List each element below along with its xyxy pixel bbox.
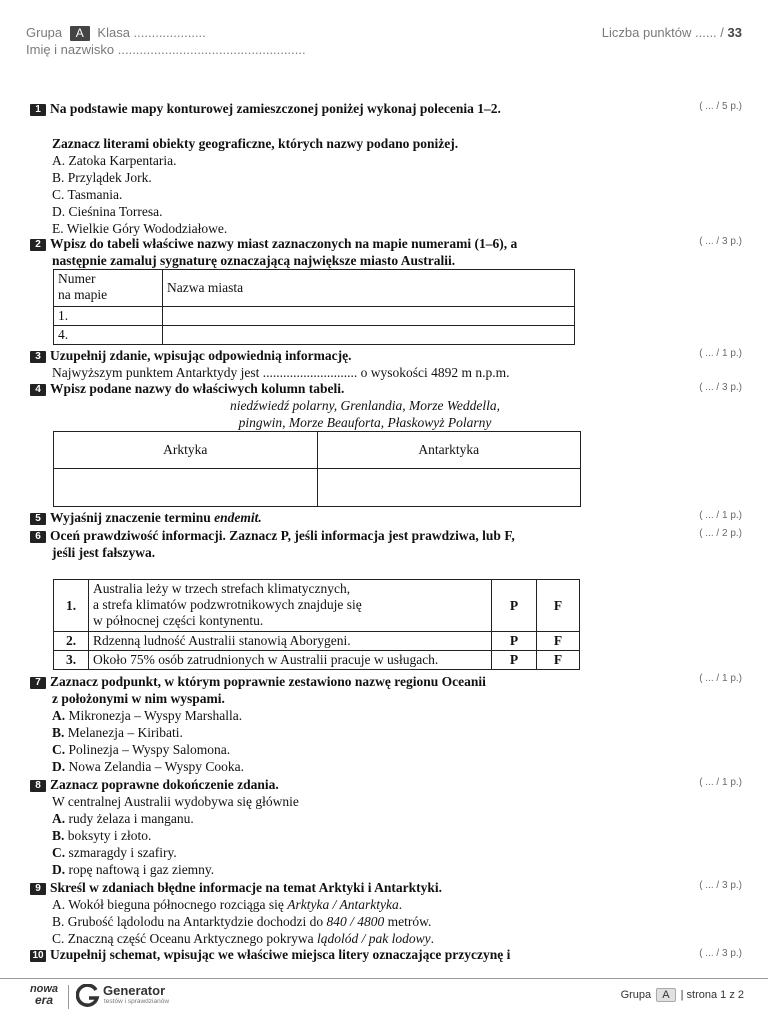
q9-sentence-b xyxy=(52,913,690,930)
name-field: Imię i nazwisko .................................................... xyxy=(26,42,306,57)
question-number: 9 xyxy=(30,883,46,895)
cities-table xyxy=(53,269,575,345)
generator-title: Generator xyxy=(103,983,166,998)
q6-points: ( ... / 2 p.) xyxy=(699,528,742,539)
footer xyxy=(0,978,768,1007)
q4-terms xyxy=(53,397,677,431)
header-text: Numer xyxy=(58,271,96,286)
table-cell: 4. xyxy=(54,326,163,345)
q9-points: ( ... / 3 p.) xyxy=(699,880,742,891)
q4-points: ( ... / 3 p.) xyxy=(699,382,742,393)
terms-line: niedźwiedź polarny, Grenlandia, Morze Weddella, xyxy=(229,398,501,413)
q3-points: ( ... / 1 p.) xyxy=(699,348,742,359)
q8-points: ( ... / 1 p.) xyxy=(699,777,742,788)
false-option[interactable]: F xyxy=(537,632,580,651)
option-letter: D. xyxy=(52,862,66,877)
group-label: Grupa xyxy=(620,989,652,1001)
sentence-text: A. Wokół bieguna północnego rozciąga się xyxy=(52,897,284,912)
question-9 xyxy=(30,879,690,947)
option-text: Nowa Zelandia – Wyspy Cooka. xyxy=(68,759,245,774)
q5-points: ( ... / 1 p.) xyxy=(699,510,742,521)
q1-points: ( ... / 5 p.) xyxy=(699,101,742,112)
option-text: rudy żelaza i manganu. xyxy=(68,811,194,826)
question-title-cont: z położonymi w nim wyspami. xyxy=(52,691,225,706)
answer-option[interactable] xyxy=(52,707,690,724)
question-title: Oceń prawdziwość informacji. Zaznacz P, jeśli informacja jest prawdziwa, lub F, xyxy=(50,528,515,543)
sentence-text: B. Grubość lądolodu na Antarktydzie dochodzi do xyxy=(52,914,324,929)
q1-subtitle: Zaznacz literami obiekty geograficzne, których nazwy podano poniżej. xyxy=(52,136,459,151)
question-number: 8 xyxy=(30,780,46,792)
q2-points: ( ... / 3 p.) xyxy=(699,236,742,247)
question-title-cont: jeśli jest fałszywa. xyxy=(52,545,156,560)
page-info xyxy=(621,988,744,1002)
false-option[interactable]: F xyxy=(537,580,580,632)
group-label: Grupa xyxy=(26,25,63,40)
q9-sentence-a xyxy=(52,896,690,913)
answer-option[interactable] xyxy=(52,724,690,741)
group-badge: A xyxy=(70,26,90,41)
statement-line: a strefa klimatów podzwrotnikowych znajduje się xyxy=(93,597,362,612)
false-option[interactable]: F xyxy=(537,651,580,670)
question-number: 3 xyxy=(30,351,46,363)
logo-text: nowa xyxy=(29,983,59,995)
divider xyxy=(68,985,69,1009)
question-title-cont: następnie zamaluj sygnaturę oznaczającą największe miasto Australii. xyxy=(52,253,456,268)
true-false-table xyxy=(53,579,580,670)
q7-points: ( ... / 1 p.) xyxy=(699,673,742,684)
nowa-era-logo xyxy=(24,984,64,1006)
question-8 xyxy=(30,776,690,878)
true-option[interactable]: P xyxy=(492,632,537,651)
option-text: boksyty i złoto. xyxy=(67,828,152,843)
option-text: szmaragdy i szafiry. xyxy=(68,845,177,860)
arctic-answer-cell[interactable] xyxy=(54,469,318,507)
question-number: 4 xyxy=(30,384,46,396)
page-number: | strona 1 z 2 xyxy=(680,989,744,1001)
q8-stem: W centralnej Australii wydobywa się głównie xyxy=(52,794,299,809)
question-10 xyxy=(30,946,690,963)
question-7 xyxy=(30,673,690,775)
group-badge: A xyxy=(656,988,675,1002)
question-2 xyxy=(30,235,690,269)
list-item: B. Przylądek Jork. xyxy=(52,170,152,185)
question-title: Skreśl w zdaniach błędne informacje na temat Arktyki i Antarktyki. xyxy=(50,880,443,895)
answer-option[interactable] xyxy=(52,844,690,861)
statement-line: w północnej części kontynentu. xyxy=(93,613,264,628)
question-1 xyxy=(30,100,690,117)
cross-out-options[interactable]: Arktyka / Antarktyka xyxy=(287,897,399,912)
list-item: E. Wielkie Góry Wododziałowe. xyxy=(52,221,228,236)
option-letter: B. xyxy=(52,828,65,843)
term: endemit. xyxy=(214,510,262,525)
option-letter: B. xyxy=(52,725,65,740)
question-number: 1 xyxy=(30,104,46,116)
antarctic-answer-cell[interactable] xyxy=(317,469,581,507)
generator-logo-icon xyxy=(76,984,100,1008)
table-row xyxy=(54,632,580,651)
option-letter: C. xyxy=(52,845,66,860)
logo-text: era xyxy=(34,993,54,1007)
statement-cell: Rdzenną ludność Australii stanowią Aborygeni. xyxy=(89,632,492,651)
points-max: 33 xyxy=(727,25,742,40)
points-total xyxy=(602,25,742,40)
answer-option[interactable] xyxy=(52,827,690,844)
question-number: 10 xyxy=(30,950,46,962)
column-antarctic: Antarktyka xyxy=(317,432,581,469)
question-number: 6 xyxy=(30,531,46,543)
cross-out-options[interactable]: lądolód / pak lodowy xyxy=(317,931,431,946)
terms-line: pingwin, Morze Beauforta, Płaskowyż Polarny xyxy=(238,415,492,430)
table-header-city: Nazwa miasta xyxy=(163,270,575,307)
generator-subtitle: testów i sprawdzianów xyxy=(104,998,170,1005)
question-title: Wpisz do tabeli właściwe nazwy miast zaznaczonych na mapie numerami (1–6), a xyxy=(50,236,518,251)
q9-sentence-c xyxy=(52,930,690,947)
q1-body xyxy=(52,135,712,237)
class-field: Klasa .................... xyxy=(97,25,206,40)
list-item: A. Zatoka Karpentaria. xyxy=(52,153,177,168)
statement-cell: Około 75% osób zatrudnionych w Australii pracuje w usługach. xyxy=(89,651,492,670)
option-text: Melanezja – Kiribati. xyxy=(67,725,183,740)
question-title: Uzupełnij zdanie, wpisując odpowiednią informację. xyxy=(50,348,352,363)
question-3 xyxy=(30,347,690,381)
question-number: 2 xyxy=(30,239,46,251)
list-item: D. Cieśnina Torresa. xyxy=(52,204,163,219)
statement-cell xyxy=(89,580,492,632)
question-number: 7 xyxy=(30,677,46,689)
list-item: C. Tasmania. xyxy=(52,187,123,202)
header-text: na mapie xyxy=(58,287,108,302)
question-title: Wpisz podane nazwy do właściwych kolumn tabeli. xyxy=(50,381,345,396)
answer-option[interactable] xyxy=(52,758,690,775)
q3-sentence: Najwyższym punktem Antarktydy jest ............................ o wysokości 4892 m n.p.m. xyxy=(52,365,510,380)
true-option[interactable]: P xyxy=(492,651,537,670)
option-letter: C. xyxy=(52,742,66,757)
table-row xyxy=(54,651,580,670)
answer-option[interactable] xyxy=(52,741,690,758)
city-answer-cell[interactable] xyxy=(163,326,575,345)
statement-line: Australia leży w trzech strefach klimatycznych, xyxy=(93,581,351,596)
true-option[interactable]: P xyxy=(492,580,537,632)
table-header-number xyxy=(54,270,163,307)
question-title: Zaznacz podpunkt, w którym poprawnie zestawiono nazwę regionu Oceanii xyxy=(50,674,486,689)
option-text: Mikronezja – Wyspy Marshalla. xyxy=(68,708,243,723)
column-arctic: Arktyka xyxy=(54,432,318,469)
answer-option[interactable] xyxy=(52,861,690,878)
sentence-text: . xyxy=(398,897,403,912)
header-group-class xyxy=(26,25,206,41)
question-title: Wyjaśnij znaczenie terminu xyxy=(50,510,211,525)
row-number: 2. xyxy=(54,632,89,651)
table-row xyxy=(54,580,580,632)
question-number: 5 xyxy=(30,513,46,525)
option-letter: A. xyxy=(52,708,66,723)
points-label: Liczba punktów ...... / xyxy=(601,25,724,40)
sentence-text: metrów. xyxy=(387,914,432,929)
answer-option[interactable] xyxy=(52,810,690,827)
question-5 xyxy=(30,509,690,526)
question-title: Zaznacz poprawne dokończenie zdania. xyxy=(50,777,279,792)
sentence-text: C. Znaczną część Oceanu Arktycznego pokrywa xyxy=(52,931,314,946)
option-letter: A. xyxy=(52,811,66,826)
option-text: ropę naftową i gaz ziemny. xyxy=(68,862,215,877)
city-answer-cell[interactable] xyxy=(163,307,575,326)
arctic-antarctic-table xyxy=(53,431,581,507)
row-number: 1. xyxy=(54,580,89,632)
question-6 xyxy=(30,527,690,561)
question-4 xyxy=(30,380,690,397)
option-text: Polinezja – Wyspy Salomona. xyxy=(68,742,231,757)
question-title: Na podstawie mapy konturowej zamieszczonej poniżej wykonaj polecenia 1–2. xyxy=(50,101,501,116)
table-cell: 1. xyxy=(54,307,163,326)
sentence-text: . xyxy=(430,931,435,946)
row-number: 3. xyxy=(54,651,89,670)
question-title: Uzupełnij schemat, wpisując we właściwe miejsca litery oznaczające przyczynę i xyxy=(50,947,511,962)
cross-out-options[interactable]: 840 / 4800 xyxy=(326,914,385,929)
q10-points: ( ... / 3 p.) xyxy=(699,948,742,959)
option-letter: D. xyxy=(52,759,66,774)
